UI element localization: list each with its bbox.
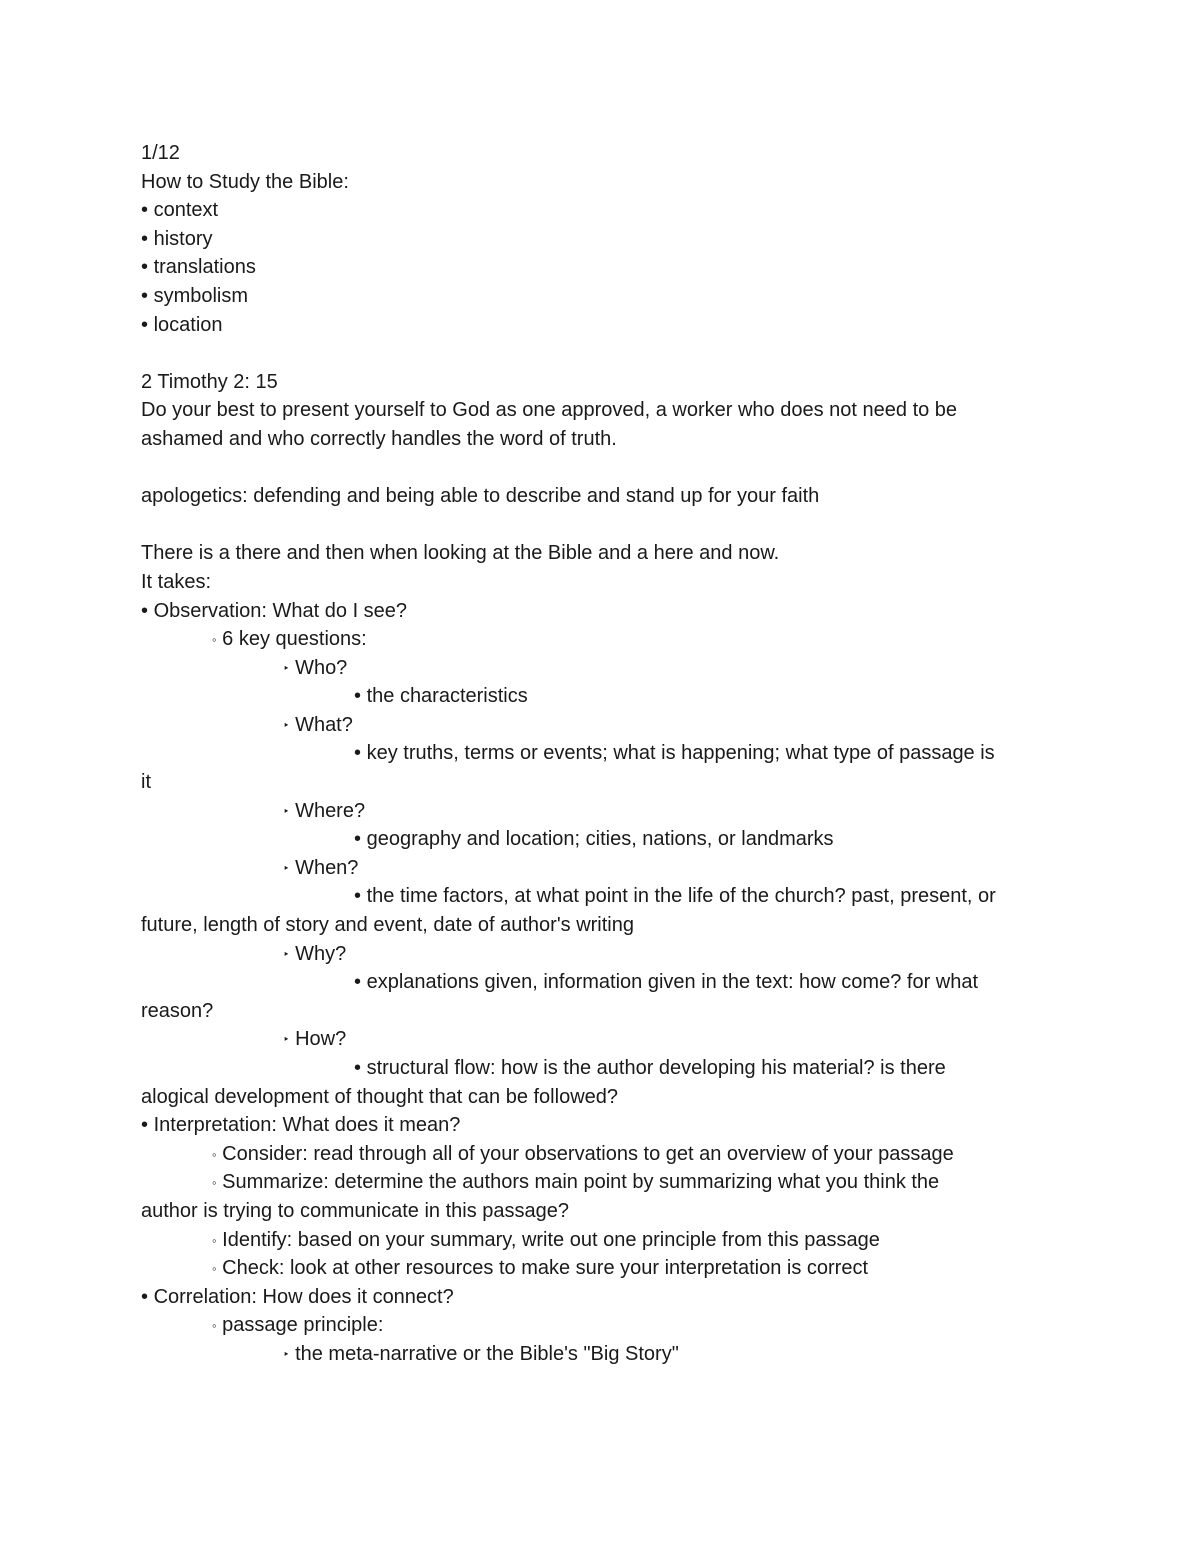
list-item xyxy=(141,1254,1061,1283)
question-what: What? xyxy=(295,713,353,736)
when-detail: the time factors, at what point in the life of the church? past, present, or xyxy=(366,885,996,908)
continuation-line xyxy=(141,1197,1061,1226)
question-how: How? xyxy=(295,1028,347,1051)
why-detail: explanations given, information given in the text: how come? for what xyxy=(366,971,979,994)
triangle-marker: ‣ xyxy=(283,662,290,675)
check-text: Check: look at other resources to make sure your interpretation is correct xyxy=(222,1257,869,1280)
circle-marker: ◦ xyxy=(212,1175,217,1191)
list-item xyxy=(141,825,1061,854)
date-line xyxy=(141,139,1061,168)
question-why: Why? xyxy=(295,942,347,965)
list-item xyxy=(141,654,1061,683)
apologetics-line xyxy=(141,482,1061,511)
blank-line xyxy=(141,339,1061,368)
triangle-marker: ‣ xyxy=(283,862,290,875)
bullet-marker: • xyxy=(141,199,149,222)
key-questions-text: 6 key questions: xyxy=(222,628,367,651)
list-item xyxy=(141,711,1061,740)
list-item xyxy=(141,196,1061,225)
heading-line xyxy=(141,168,1061,197)
summarize-continuation: author is trying to communicate in this passage? xyxy=(141,1199,569,1222)
list-item xyxy=(141,1340,1061,1369)
list-item xyxy=(141,682,1061,711)
list-item xyxy=(141,1054,1061,1083)
question-where: Where? xyxy=(295,799,366,822)
meta-narrative-text: the meta-narrative or the Bible's "Big Story" xyxy=(295,1342,679,1365)
list-item xyxy=(141,797,1061,826)
circle-marker: ◦ xyxy=(212,1318,217,1334)
list-item xyxy=(141,1283,1061,1312)
it-takes-line xyxy=(141,568,1061,597)
triangle-marker: ‣ xyxy=(283,805,290,818)
what-continuation: it xyxy=(141,771,151,794)
bullet-marker: • xyxy=(141,284,149,307)
how-continuation: alogical development of thought that can be followed? xyxy=(141,1085,619,1108)
why-continuation: reason? xyxy=(141,999,214,1022)
list-item xyxy=(141,253,1061,282)
circle-marker: ◦ xyxy=(212,1146,217,1162)
passage-principle-text: passage principle: xyxy=(222,1314,384,1337)
list-item-text: symbolism xyxy=(153,284,249,307)
bullet-marker: • xyxy=(141,256,149,279)
question-when: When? xyxy=(295,856,359,879)
bullet-marker: • xyxy=(141,1114,149,1137)
circle-marker: ◦ xyxy=(212,1232,217,1248)
list-item xyxy=(141,940,1061,969)
list-item xyxy=(141,968,1061,997)
list-item xyxy=(141,1311,1061,1340)
list-item xyxy=(141,225,1061,254)
list-item xyxy=(141,854,1061,883)
list-item xyxy=(141,282,1061,311)
list-item xyxy=(141,882,1061,911)
bullet-marker: • xyxy=(354,828,362,851)
bullet-marker: • xyxy=(141,599,149,622)
apologetics-text: apologetics: defending and being able to describe and stand up for your faith xyxy=(141,485,820,508)
bullet-marker: • xyxy=(354,1057,362,1079)
list-item xyxy=(141,739,1061,768)
list-item xyxy=(141,1226,1061,1255)
list-item-text: translations xyxy=(153,256,256,279)
identify-text: Identify: based on your summary, write out one principle from this passage xyxy=(222,1228,880,1251)
bullet-marker: • xyxy=(141,1285,149,1308)
verse-text: ashamed and who correctly handles the word of truth. xyxy=(141,427,617,450)
date-text: 1/12 xyxy=(141,142,180,164)
there-then-text: There is a there and then when looking at the Bible and a here and now. xyxy=(141,542,780,565)
when-continuation: future, length of story and event, date of author's writing xyxy=(141,914,634,937)
list-item xyxy=(141,1140,1061,1169)
who-detail: the characteristics xyxy=(366,685,528,708)
list-item xyxy=(141,597,1061,626)
bullet-marker: • xyxy=(141,313,149,336)
how-detail: structural flow: how is the author developing his material? is there xyxy=(366,1057,946,1079)
correlation-title: Correlation: How does it connect? xyxy=(153,1285,454,1308)
triangle-marker: ‣ xyxy=(283,1348,290,1361)
list-item xyxy=(141,625,1061,654)
bullet-marker: • xyxy=(141,227,149,250)
list-item-text: history xyxy=(153,227,213,250)
list-item xyxy=(141,1111,1061,1140)
interpretation-title: Interpretation: What does it mean? xyxy=(153,1114,461,1137)
bullet-marker: • xyxy=(354,885,362,908)
verse-text: Do your best to present yourself to God as one approved, a worker who does not need to be xyxy=(141,399,958,422)
heading-text: How to Study the Bible: xyxy=(141,170,349,193)
continuation-line xyxy=(141,997,1061,1026)
list-item-text: location xyxy=(153,313,223,336)
triangle-marker: ‣ xyxy=(283,948,290,961)
verse-ref-text: 2 Timothy 2: 15 xyxy=(141,370,278,393)
circle-marker: ◦ xyxy=(212,1261,217,1277)
triangle-marker: ‣ xyxy=(283,1034,290,1047)
circle-marker: ◦ xyxy=(212,632,217,648)
continuation-line xyxy=(141,1083,1061,1112)
it-takes-text: It takes: xyxy=(141,570,212,593)
where-detail: geography and location; cities, nations, or landmarks xyxy=(366,828,834,851)
summarize-text: Summarize: determine the authors main point by summarizing what you think the xyxy=(222,1171,940,1194)
list-item xyxy=(141,1025,1061,1054)
what-detail: key truths, terms or events; what is happening; what type of passage is xyxy=(366,742,995,765)
list-item-text: context xyxy=(153,199,219,222)
consider-text: Consider: read through all of your observations to get an overview of your passage xyxy=(222,1142,954,1165)
bullet-marker: • xyxy=(354,971,362,994)
verse-reference xyxy=(141,368,1061,397)
blank-line xyxy=(141,511,1061,540)
bullet-marker: • xyxy=(354,742,362,765)
verse-text-line xyxy=(141,396,1061,425)
verse-text-line xyxy=(141,425,1061,454)
continuation-line xyxy=(141,768,1061,797)
observation-title: Observation: What do I see? xyxy=(153,599,408,622)
question-who: Who? xyxy=(295,656,348,679)
triangle-marker: ‣ xyxy=(283,719,290,732)
document-page xyxy=(141,139,1061,1369)
blank-line xyxy=(141,454,1061,483)
bullet-marker: • xyxy=(354,685,362,708)
list-item xyxy=(141,311,1061,340)
list-item xyxy=(141,1168,1061,1197)
there-then-line xyxy=(141,539,1061,568)
continuation-line xyxy=(141,911,1061,940)
